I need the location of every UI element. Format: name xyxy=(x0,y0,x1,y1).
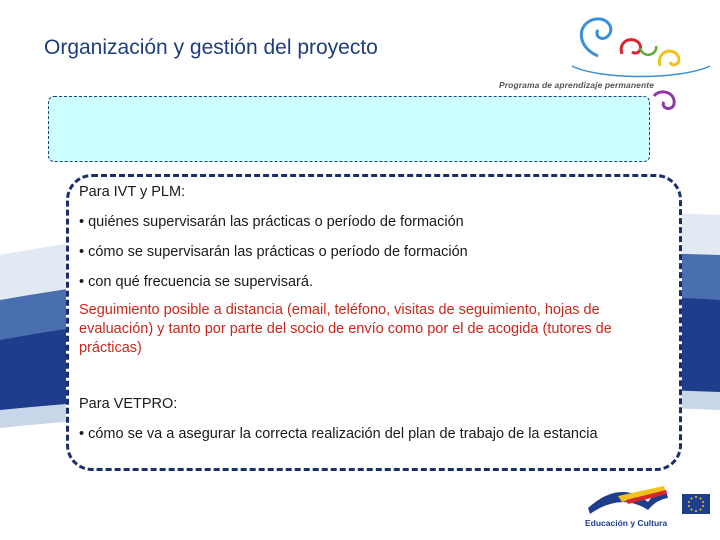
footer-caption: Educación y Cultura xyxy=(585,518,668,528)
logo-swirl-purple xyxy=(654,92,674,109)
logo-swirl-yellow xyxy=(659,51,679,66)
program-caption: Programa de aprendizaje permanente xyxy=(499,80,655,90)
logo-swirl-red xyxy=(621,40,640,54)
vetpro-heading: Para VETPRO: xyxy=(79,396,178,412)
slide-title: Organización y gestión del proyecto xyxy=(44,36,378,59)
ivt-bullet-2: • cómo se supervisarán las prácticas o período de formación xyxy=(79,244,468,260)
ivt-heading: Para IVT y PLM: xyxy=(79,184,186,200)
logo-swirl-blue xyxy=(581,19,611,56)
education-culture-logo xyxy=(578,478,720,540)
ivt-bullet-1: • quiénes supervisarán las prácticas o período de formación xyxy=(79,214,464,230)
highlight-paragraph: Seguimiento posible a distancia (email, teléfono, visitas de seguimiento, hojas de evaluación) y tanto por parte del socio de envío como por el de acogida (tutores de prácticas) xyxy=(79,302,612,356)
logo-swirl-green xyxy=(640,46,656,55)
vetpro-bullet-1: • cómo se va a asegurar la correcta realización del plan de trabajo de la estancia xyxy=(79,426,598,442)
ivt-bullet-3: • con qué frecuencia se supervisará. xyxy=(79,274,313,290)
logo-arc xyxy=(572,66,710,77)
header-placeholder-box xyxy=(48,96,650,162)
